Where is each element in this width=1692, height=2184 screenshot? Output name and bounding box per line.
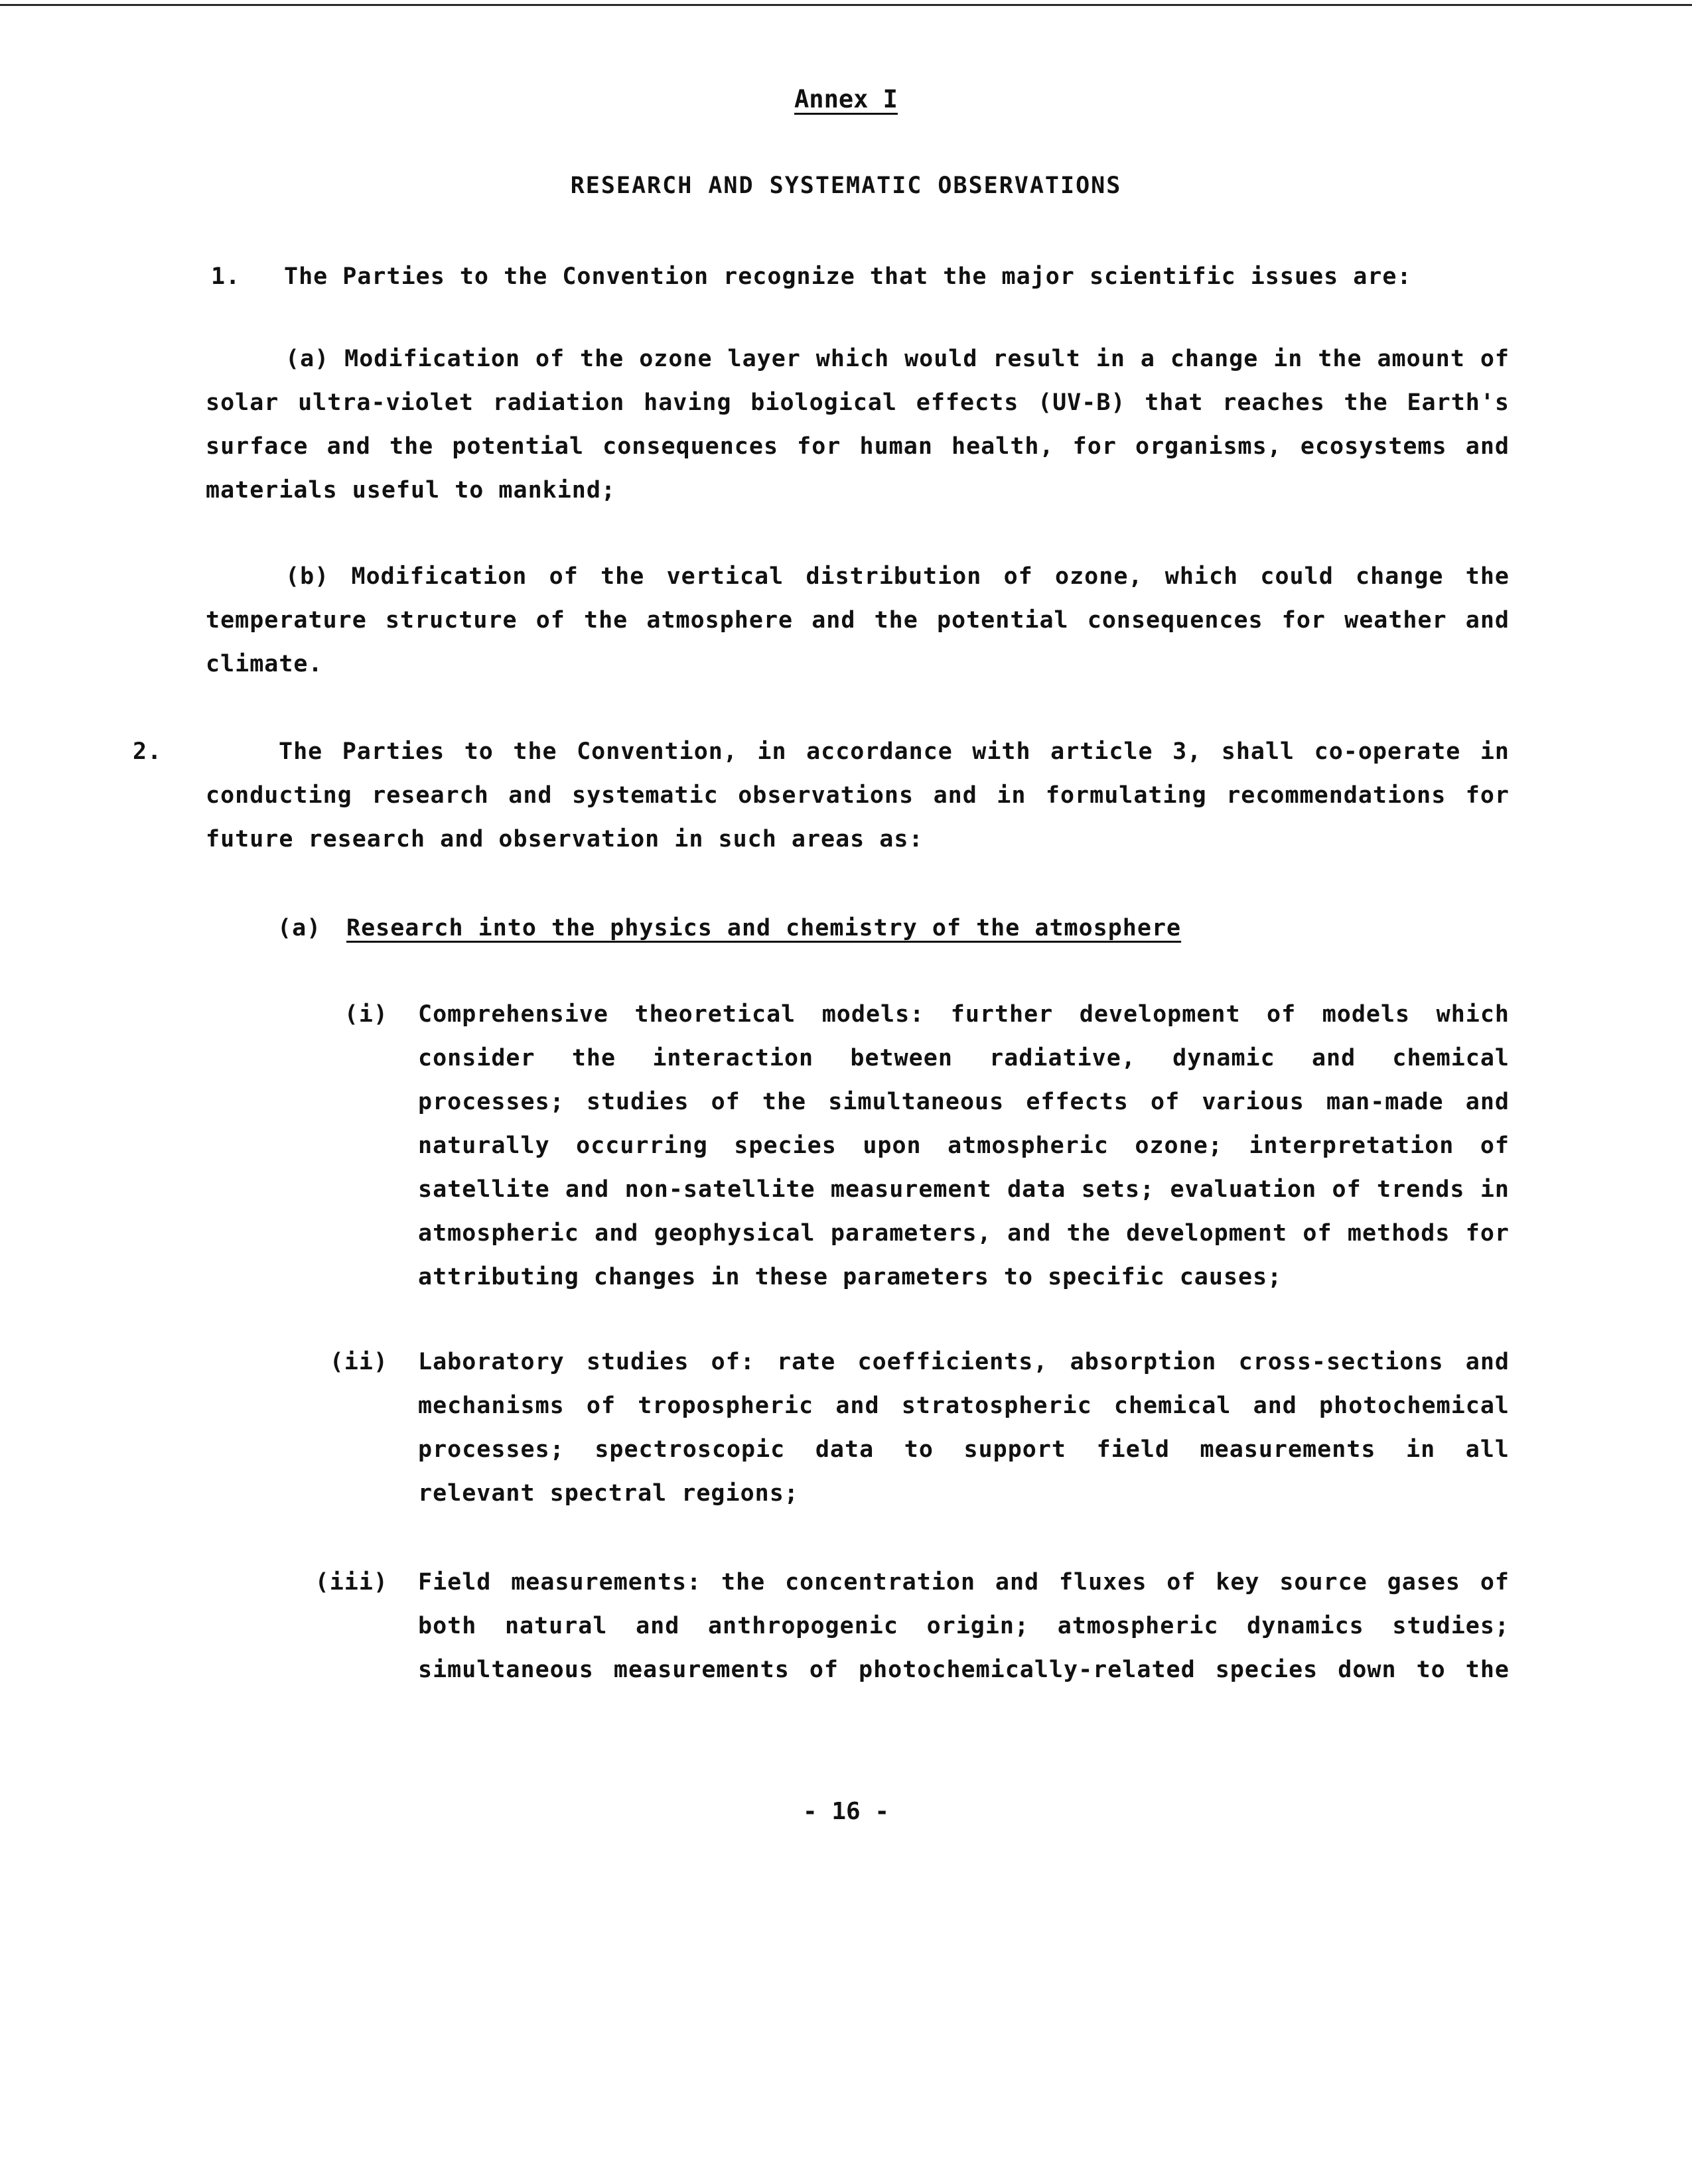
item-ii-label: (ii) — [329, 1349, 388, 1375]
item-iii-label: (iii) — [315, 1569, 388, 1596]
page-number: - 16 - — [802, 1798, 890, 1825]
paragraph-1b-text: (b) Modification of the vertical distribution of ozone, which could change the temperature structure of the atmosphere and the potential consequences for weather and climate. — [206, 563, 1510, 677]
paragraph-1-number: 1. — [211, 263, 241, 290]
paragraph-2-number: 2. — [133, 738, 163, 765]
paragraph-1a-text: (a) Modification of the ozone layer which would result in a change in the amount of solar ultra-violet radiation having biological effects (UV-B) that reaches the Earth's surface and the potential consequences for human health, for organisms, ecosystems and materials useful to mankind; — [206, 346, 1510, 504]
subheading-2a-title: Research into the physics and chemistry of the atmosphere — [346, 915, 1182, 941]
document-title: RESEARCH AND SYSTEMATIC OBSERVATIONS — [570, 172, 1122, 199]
paragraph-2-text — [133, 730, 1510, 861]
annex-heading: Annex I — [794, 85, 898, 113]
item-iii-text: Field measurements: the concentration and fluxes of key source gases of both natural and anthropogenic origin; atmospheric dynamics studies; simultaneous measurements of photochemically-related species down to the — [418, 1569, 1510, 1683]
item-i-label: (i) — [344, 1001, 388, 1028]
item-i-text: Comprehensive theoretical models: further development of models which consider the interaction between radiative, dynamic and chemical processes; studies of the simultaneous effects of various man-made and naturally occurring species upon atmospheric ozone; interpretation of satellite and non-satellite measurement data sets; evaluation of trends in atmospheric and geophysical parameters, and the development of methods for attributing changes in these parameters to specific causes; — [418, 1001, 1510, 1290]
subheading-2a-label: (a) — [277, 915, 322, 941]
paragraph-1-text: The Parties to the Convention recognize that the major scientific issues are: — [284, 263, 1412, 290]
item-ii-text: Laboratory studies of: rate coefficients, absorption cross-sections and mechanisms of tropospheric and stratospheric chemical and photochemical processes; spectroscopic data to support field measurements in all relevant spectral regions; — [418, 1349, 1510, 1507]
paragraph-2-body: The Parties to the Convention, in accordance with article 3, shall co-operate in conducting research and systematic observations and in formulating recommendations for future research and observation in such areas as: — [206, 738, 1510, 853]
